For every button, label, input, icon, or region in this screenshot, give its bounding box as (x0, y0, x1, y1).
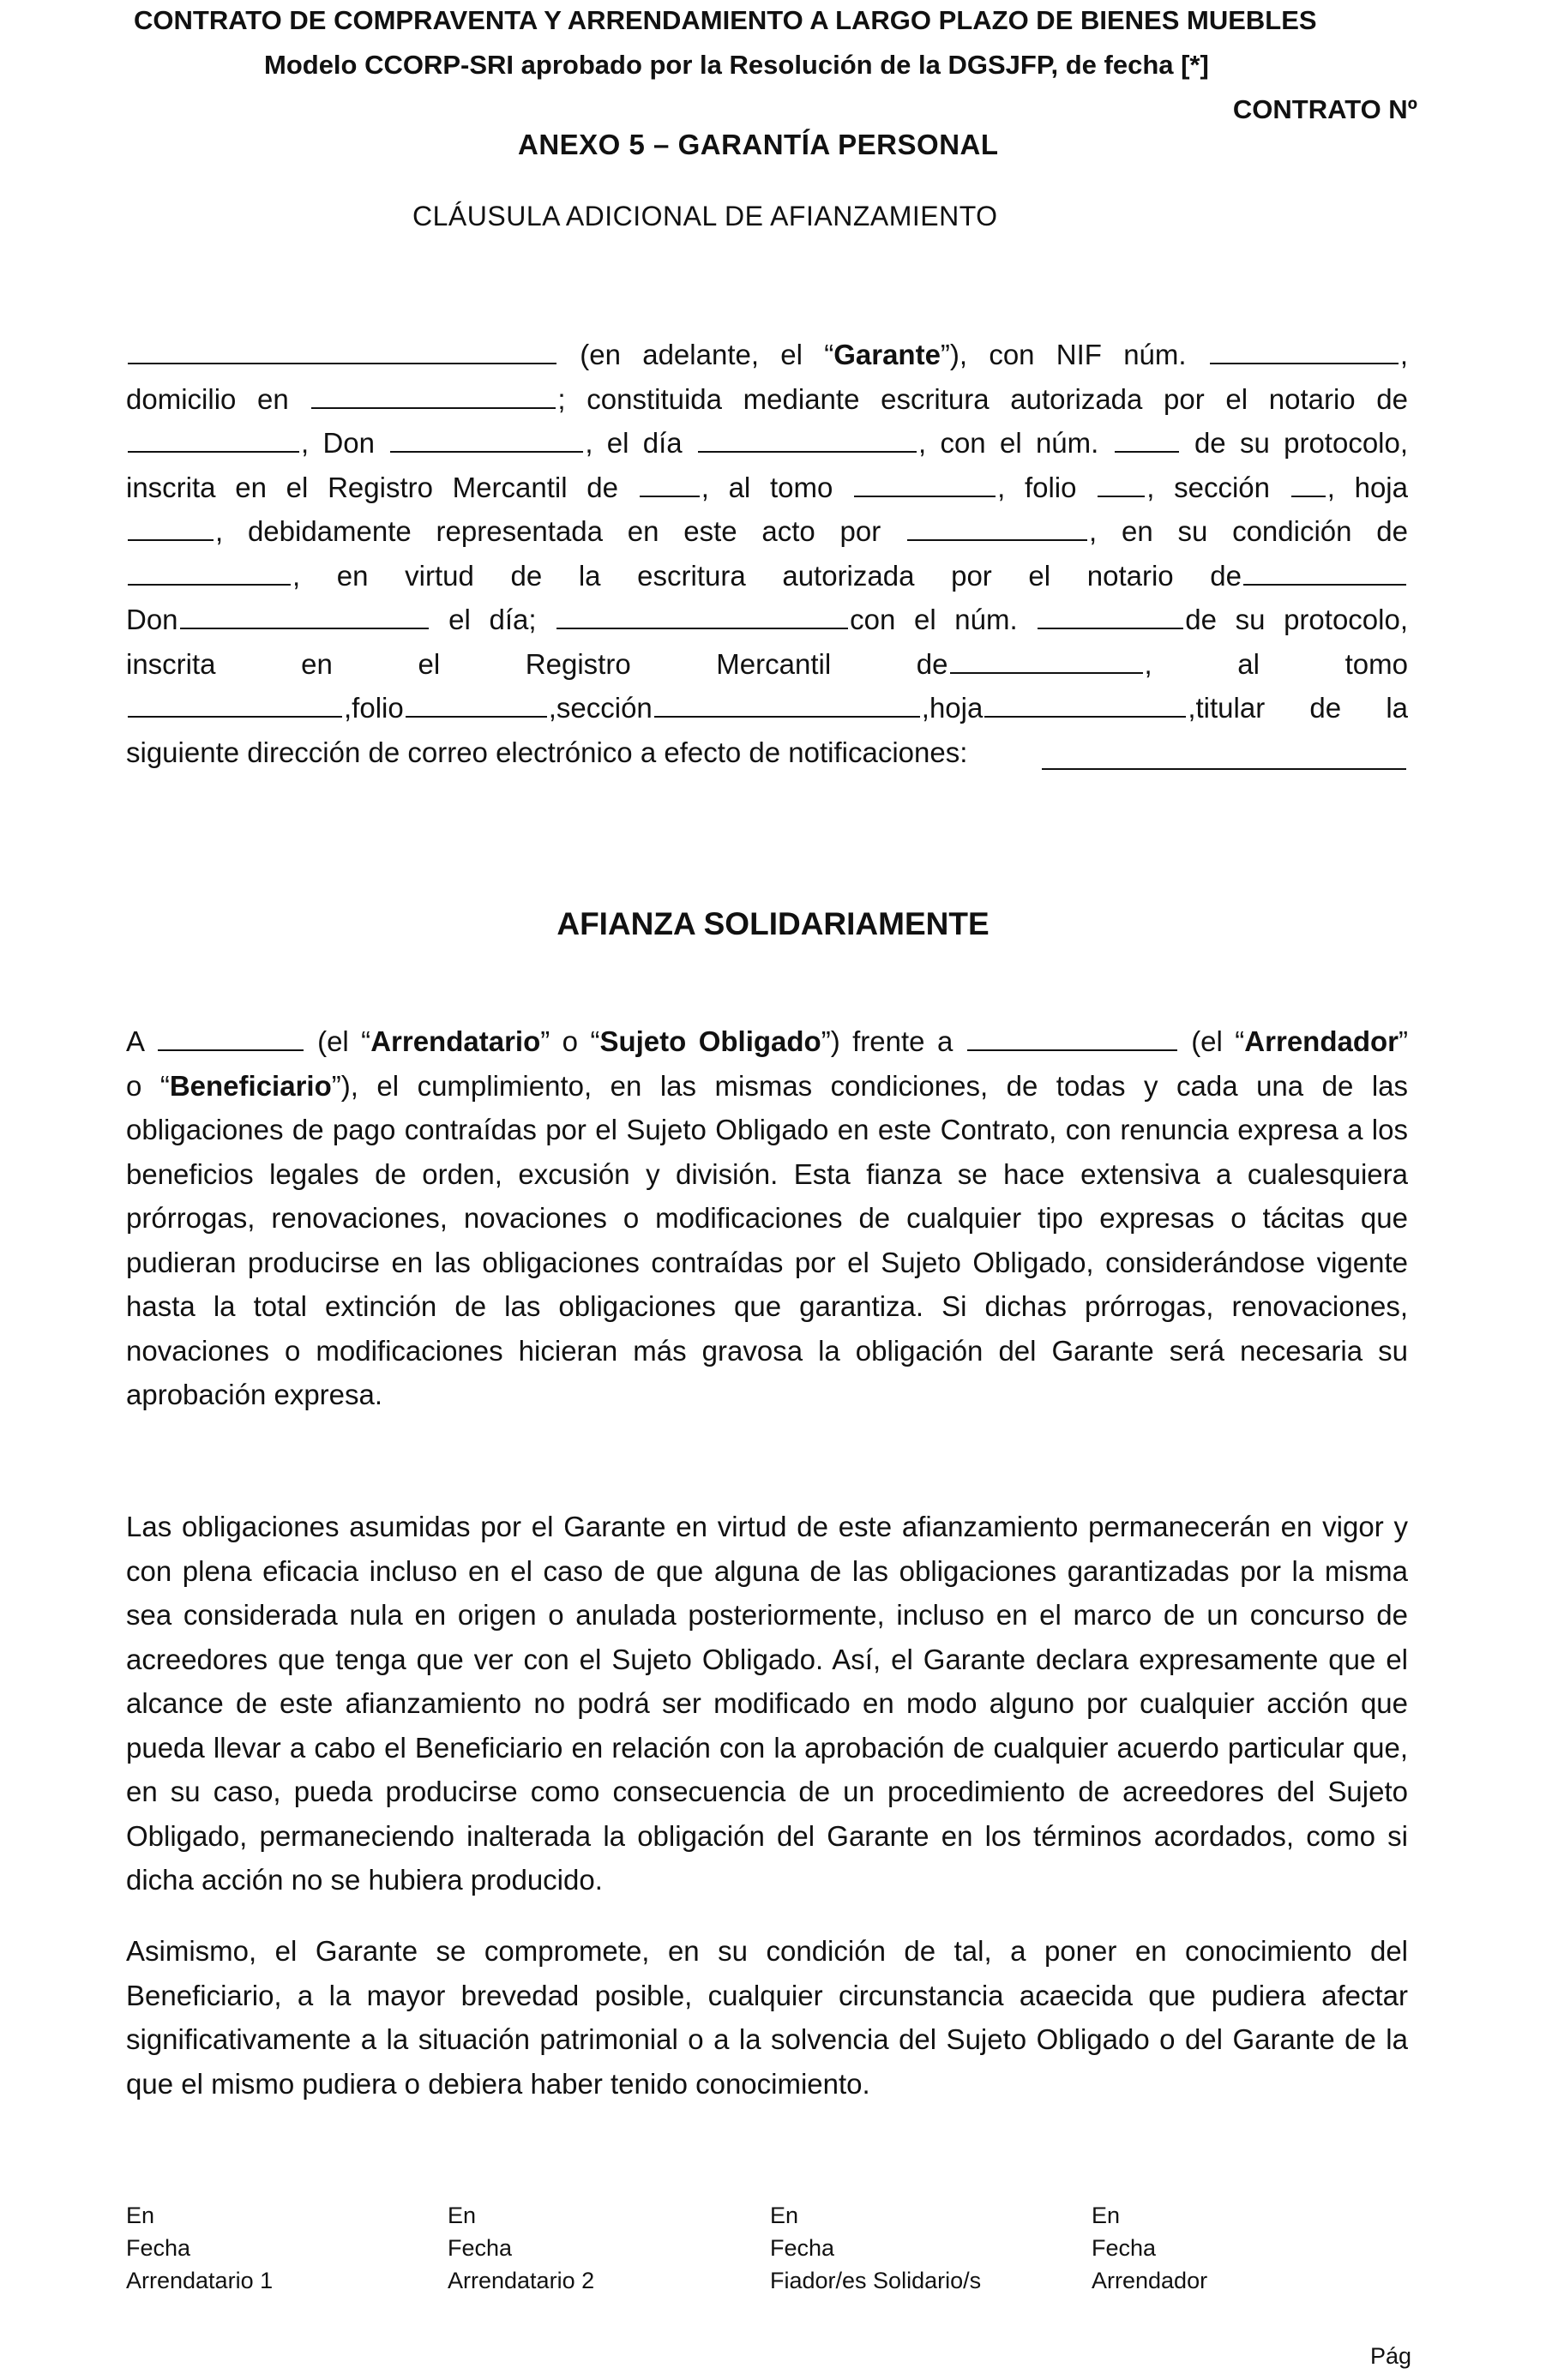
signature-block-lessor: En Fecha Arrendador (1092, 2203, 1208, 2293)
guarantor-line-2: domicilio en ; constituida mediante escritura autorizada por el notario de (126, 382, 1409, 415)
email-field[interactable] (1042, 742, 1406, 770)
protocol2-number-field[interactable] (1038, 602, 1183, 629)
notary2-city-field[interactable] (1243, 558, 1406, 586)
clause-title: CLÁUSULA ADICIONAL DE AFIANZAMIENTO (412, 201, 998, 231)
nif-field[interactable] (1210, 337, 1399, 364)
signature-block-lessee-1: En Fecha Arrendatario 1 (126, 2203, 274, 2293)
header-subtitle: Modelo CCORP-SRI aprobado por la Resolución de la DGSJFP, de fecha [*] (264, 50, 1209, 80)
tomo-field[interactable] (854, 470, 996, 497)
guarantor-line-8: inscrita en el Registro Mercantil de , al tomo (126, 647, 1408, 680)
section-field[interactable] (1291, 470, 1326, 497)
guarantor-line-4: inscrita en el Registro Mercantil de , al tomo , folio , sección , hoja (126, 471, 1408, 503)
signature-block-guarantor: En Fecha Fiador/es Solidario/s (770, 2203, 982, 2293)
guarantee-paragraph (126, 1019, 1408, 1417)
page-number-label: Pág (1370, 2343, 1412, 2369)
tomo2-field[interactable] (128, 690, 342, 718)
registry2-field[interactable] (950, 646, 1143, 674)
guarantor-line-3: , Don , el día , con el núm. de su protocolo, (126, 421, 1408, 466)
domicile-field[interactable] (311, 382, 556, 409)
hoja2-field[interactable] (984, 690, 1186, 718)
annex-title: ANEXO 5 – GARANTÍA PERSONAL (518, 129, 999, 160)
guarantor-line-5: , debidamente representada en este acto por , en su condición de (126, 509, 1408, 554)
section-title: AFIANZA SOLIDARIAMENTE (556, 906, 990, 941)
guarantor-line-9: ,folio ,sección ,hoja ,titular de la (126, 686, 1408, 730)
header-title: CONTRATO DE COMPRAVENTA Y ARRENDAMIENTO A LARGO PLAZO DE BIENES MUEBLES (134, 5, 1317, 35)
guarantor-line-7: Don el día; con el núm. de su protocolo, (126, 604, 1409, 635)
notification-paragraph: Asimismo, el Garante se compromete, en su condición de tal, a poner en conocimiento del Beneficiario, a la mayor brevedad posible, cualquier circunstancia acaecida que pudiera afectar significativamente a la situación patrimonial o a la solvencia del Sujeto Obligado o del Garante de la que el mismo pudiera o debiera haber tenido conocimiento. (126, 1935, 1408, 2100)
contract-number-label: CONTRATO Nº (1232, 94, 1417, 124)
guarantee-line-1: A (el “Arrendatario” o “Sujeto Obligado”) frente a (el “Arrendador” (126, 1025, 1408, 1057)
guarantee-body: o “Beneficiario”), el cumplimiento, en las mismas condiciones, de todas y cada una de las obligaciones de pago contraídas por el Sujeto Obligado en este Contrato, con renuncia expresa a los beneficios legales de orden, excusión y división. Esta fianza se hace extensiva a cualesquiera prórrogas, renovaciones, novaciones o modificaciones de cualquier tipo expresas o tácitas que pudieran producirse en las obligaciones contraídas por el Sujeto Obligado, considerándose vigente hasta la total extinción de las obligaciones que garantiza. Si dichas prórrogas, renovaciones, novaciones o modificaciones hicieran más gravosa la obligación del Garante será necesaria su aprobación expresa. (126, 1069, 1409, 1410)
notary-city-field[interactable] (128, 425, 299, 453)
guarantor-line-10: siguiente dirección de correo electrónico a efecto de notificaciones: (126, 730, 1408, 775)
lessee-field[interactable] (158, 1024, 304, 1051)
guarantor-line-6: , en virtud de la escritura autorizada por el notario de (126, 554, 1408, 598)
section2-field[interactable] (654, 690, 920, 718)
capacity-field[interactable] (128, 558, 291, 586)
signature-block-lessee-2: En Fecha Arrendatario 2 (448, 2203, 595, 2293)
registry-field[interactable] (640, 470, 700, 497)
protocol-number-field[interactable] (1115, 425, 1179, 453)
obligations-paragraph: Las obligaciones asumidas por el Garante en virtud de este afianzamiento permanecerán en vigor y con plena eficacia incluso en el caso de que alguna de las obligaciones garantizadas por la misma sea considerada nula en origen o anulada posteriormente, incluso en el marco de un concurso de acreedores que tenga que ver con el Sujeto Obligado. Así, el Garante declara expresamente que el alcance de este afianzamiento no podrá ser modificado en modo alguno por cualquier acción que pueda llevar a cabo el Beneficiario en relación con la aprobación de cualquier acuerdo particular que, en su caso, pueda producirse como consecuencia de un procedimiento de acreedores del Sujeto Obligado, permaneciendo inalterada la obligación del Garante en los términos acordados, como si dicha acción no se hubiera producido. (126, 1511, 1408, 1896)
notary-name-field[interactable] (390, 425, 583, 453)
guarantor-line-1: (en adelante, el “Garante”), con NIF núm. , (126, 333, 1408, 377)
folio-field[interactable] (1098, 470, 1145, 497)
representative-field[interactable] (907, 514, 1087, 541)
folio2-field[interactable] (406, 690, 547, 718)
guarantor-block (126, 333, 1408, 774)
lessor-field[interactable] (967, 1024, 1177, 1051)
deed-date-field[interactable] (698, 425, 917, 453)
hoja-field[interactable] (128, 514, 214, 541)
garante-term: Garante (833, 339, 941, 370)
notary2-name-field[interactable] (180, 602, 429, 629)
deed2-date-field[interactable] (556, 602, 848, 629)
guarantor-name-field[interactable] (128, 337, 556, 364)
